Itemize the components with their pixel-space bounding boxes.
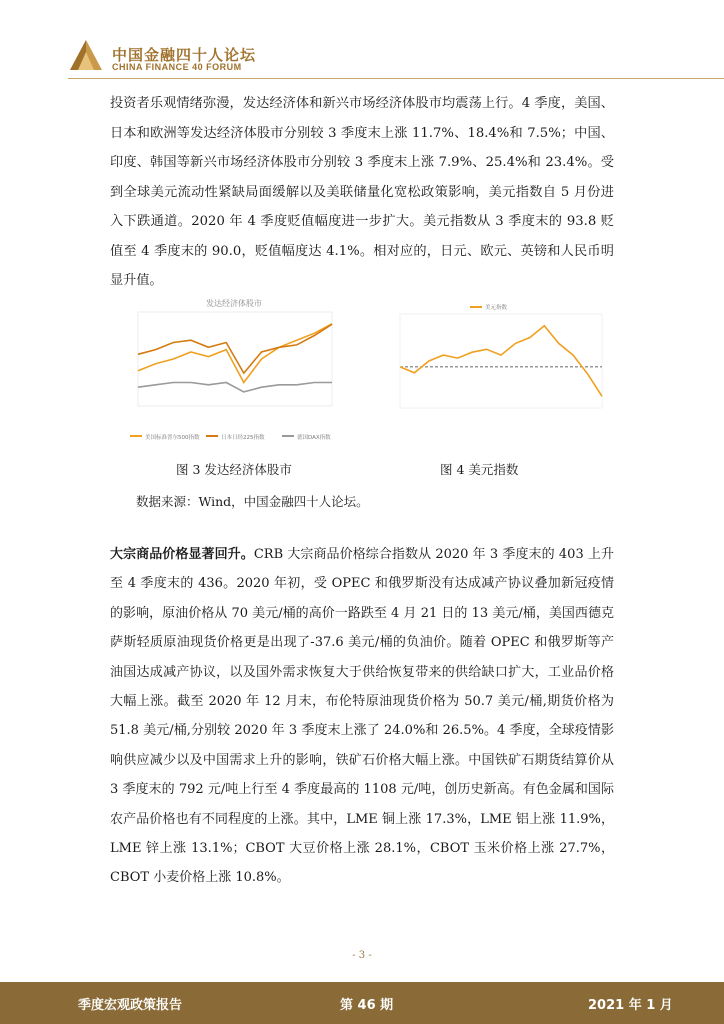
figure-usd-index: [370, 300, 610, 454]
figure-developed-markets: [110, 294, 358, 454]
footer-issue: 第 46 期: [340, 998, 394, 1013]
body-paragraph-2: [110, 540, 614, 893]
page-footer: [0, 982, 724, 1024]
legend-label-1: 日本日经225指数: [221, 435, 265, 441]
chart-title: 发达经济体股市: [206, 299, 262, 308]
logo-text-en: CHINA FINANCE 40 FORUM: [112, 62, 242, 72]
paragraph-text: CRB 大宗商品价格综合指数从 2020 年 3 季度末的 403 上升至 4 季度末的 436。2020 年初，受 OPEC 和俄罗斯没有达成减产协议叠加新冠疫情的影响，原油价格从 70 美元/桶的高价一路跌至 4 月 21 日的 13 美元/桶，美国西德克萨斯轻质原油现货价格更是出现了-37.6 美元/桶的负油价。随着 OPEC 和俄罗斯等产油国达成减产协议，以及国外需求恢复大于供给恢复带来的供给缺口扩大，工业品价格大幅上涨。截至 2020 年 12 月末，布伦特原油现货价格为 50.7 美元/桶,期货价格为 51.8 美元/桶,分别较 2020 年 3 季度末上涨了 24.0%和 26.5%。4 季度，全球疫情影响供应减少以及中国需求上升的影响，铁矿石价格大幅上涨。中国铁矿石期货结算价从 3 季度末的 792 元/吨上行至 4 季度最高的 1108 元/吨，创历史新高。有色金属和国际农产品价格也有不同程度的上涨。其中，LME 铜上涨 17.3%，LME 铝上涨 11.9%，LME 锌上涨 13.1%；CBOT 大豆价格上涨 28.1%，CBOT 玉米价格上涨 27.7%，CBOT 小麦价格上涨 10.8%。: [110, 547, 614, 886]
body-paragraph-1: 投资者乐观情绪弥漫，发达经济体和新兴市场经济体股市均震荡上行。4 季度，美国、日本和欧洲等发达经济体股市分别较 3 季度末上涨 11.7%、18.4%和 7.5%；中国、印度、韩国等新兴市场经济体股市分别较 3 季度末上涨 7.9%、25.4%和 23.4%。受到全球美元流动性紧缺局面缓解以及美联储量化宽松政策影响，美元指数自 5 月份进入下跌通道。2020 年 4 季度贬值幅度进一步扩大。美元指数从 3 季度末的 93.8 贬值至 4 季度末的 90.0，贬值幅度达 4.1%。相对应的，日元、欧元、英镑和人民币明显升值。: [110, 96, 614, 288]
data-source-note: 数据来源：Wind，中国金融四十人论坛。: [136, 494, 369, 509]
legend-label-2: 德国DAX指数: [297, 435, 331, 441]
usd-chart: [370, 300, 610, 454]
header-divider: [68, 78, 724, 79]
footer-report-name: 季度宏观政策报告: [78, 998, 183, 1013]
page-number: - 3 -: [352, 950, 372, 961]
figure-4-caption: 图 4 美元指数: [440, 462, 519, 477]
stock-chart: [110, 294, 358, 454]
logo-text-cn: 中国金融四十人论坛: [112, 46, 257, 64]
series-line-2: [138, 383, 332, 392]
usd-series-line: [400, 326, 602, 397]
page-header: [0, 0, 724, 80]
series-line-0: [138, 324, 332, 383]
paragraph-lead: 大宗商品价格显著回升。: [110, 547, 254, 562]
legend-label-0: 美国标准普尔500指数: [145, 435, 200, 441]
footer-date: 2021 年 1 月: [588, 998, 673, 1013]
pyramid-logo-icon: [68, 38, 104, 72]
figure-3-caption: 图 3 发达经济体股市: [176, 462, 292, 477]
legend-label-usd: 美元指数: [485, 305, 508, 311]
